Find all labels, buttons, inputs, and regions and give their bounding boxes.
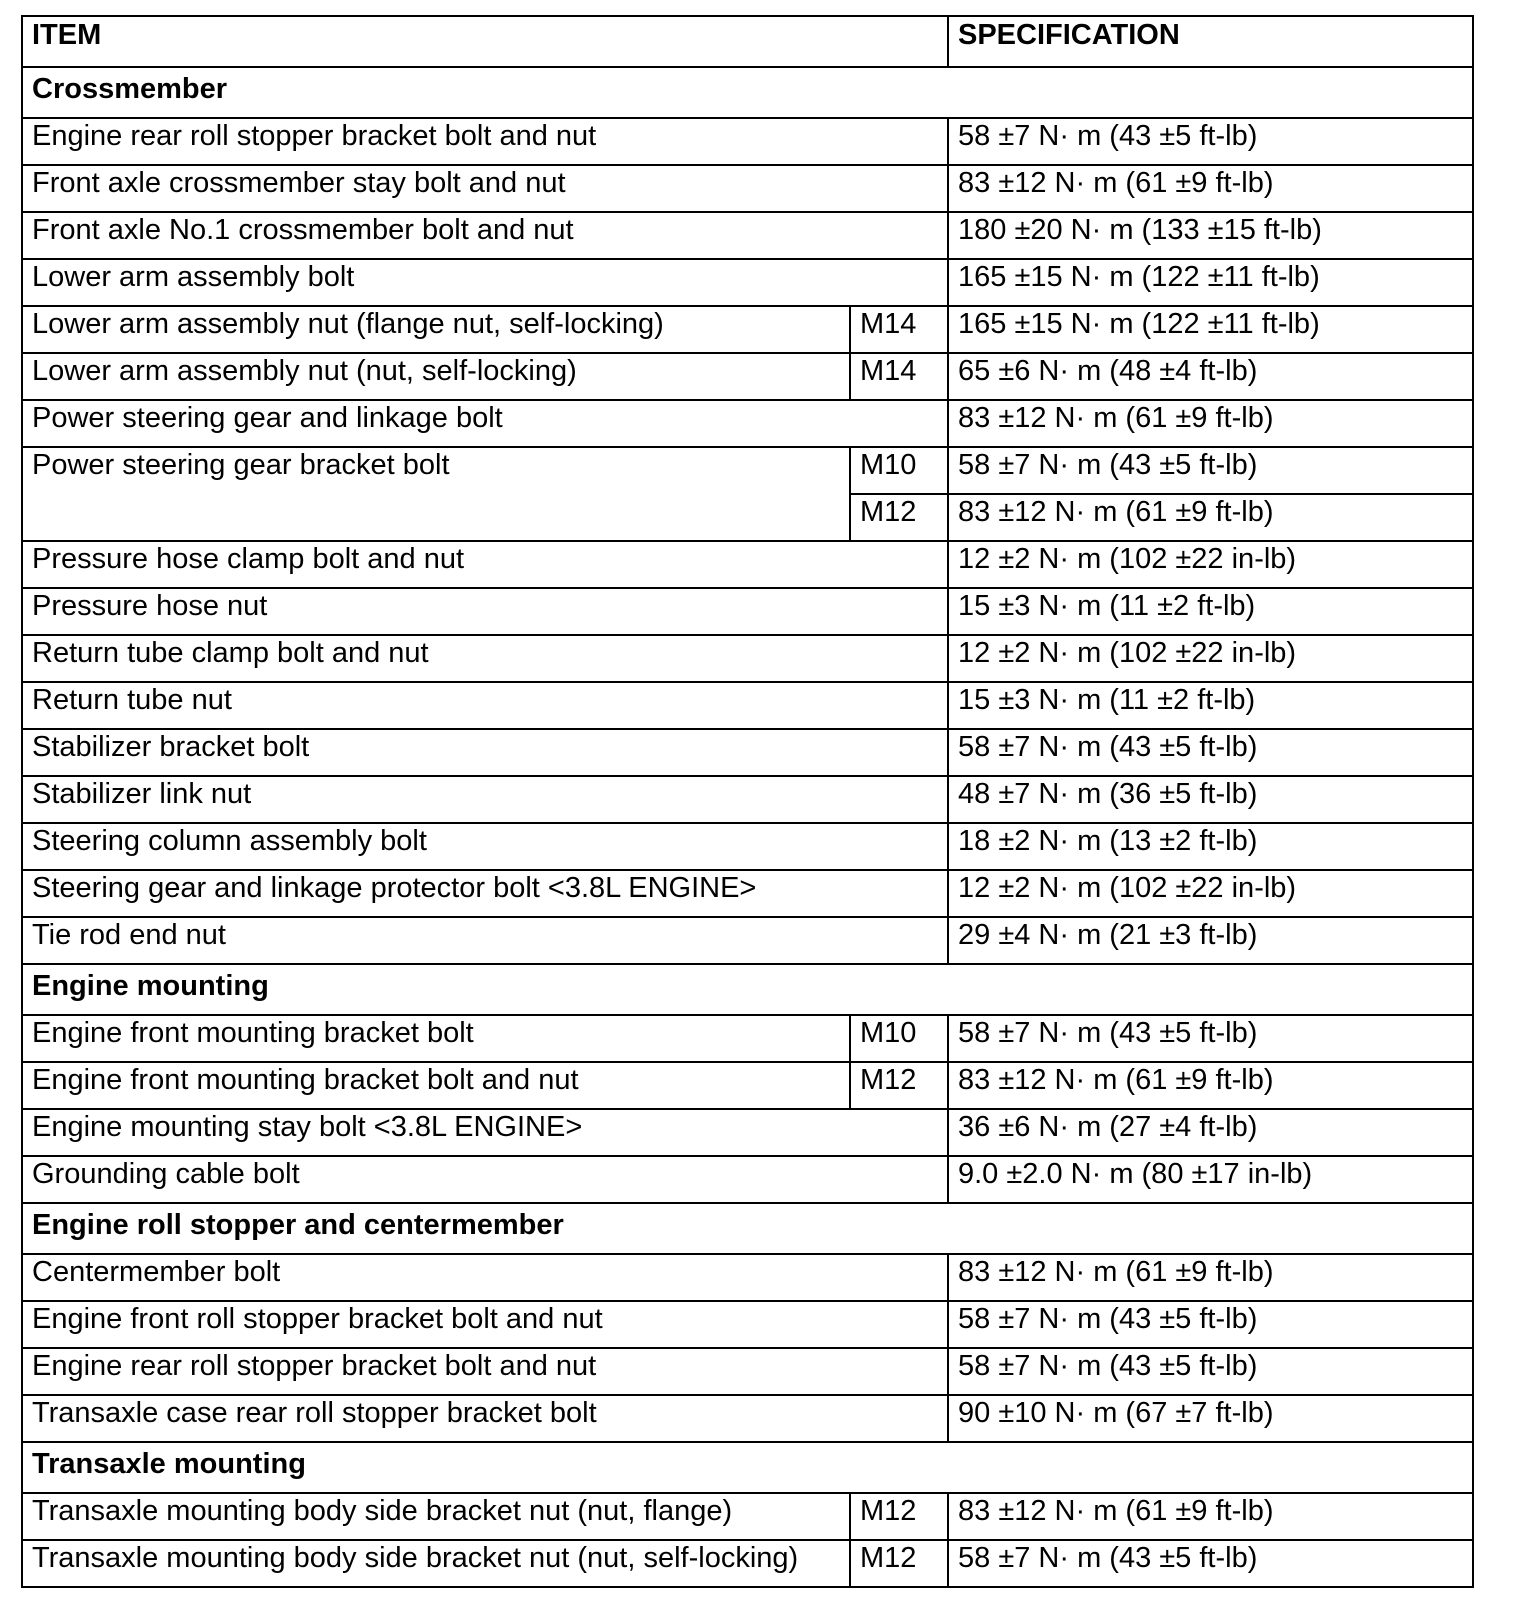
header-item: ITEM	[22, 16, 948, 67]
section-label: Engine mounting	[22, 964, 1473, 1015]
spec-cell: 83 ±12 N· m (61 ±9 ft-lb)	[948, 494, 1473, 541]
item-cell: Steering gear and linkage protector bolt <3.8L ENGINE>	[22, 870, 948, 917]
item-cell: Stabilizer bracket bolt	[22, 729, 948, 776]
table-row	[22, 1395, 1473, 1442]
spec-cell: 12 ±2 N· m (102 ±22 in-lb)	[948, 541, 1473, 588]
spec-cell: 83 ±12 N· m (61 ±9 ft-lb)	[948, 1062, 1473, 1109]
spec-cell: 58 ±7 N· m (43 ±5 ft-lb)	[948, 729, 1473, 776]
table-row	[22, 729, 1473, 776]
item-cell: Lower arm assembly nut (nut, self-locking)	[22, 353, 850, 400]
table-row	[22, 541, 1473, 588]
size-cell: M14	[850, 353, 948, 400]
item-cell: Lower arm assembly nut (flange nut, self-locking)	[22, 306, 850, 353]
spec-cell: 15 ±3 N· m (11 ±2 ft-lb)	[948, 588, 1473, 635]
section-label: Transaxle mounting	[22, 1442, 1473, 1493]
item-cell: Engine mounting stay bolt <3.8L ENGINE>	[22, 1109, 948, 1156]
spec-cell: 165 ±15 N· m (122 ±11 ft-lb)	[948, 306, 1473, 353]
item-cell: Return tube nut	[22, 682, 948, 729]
table-row	[22, 1015, 1473, 1062]
item-cell: Engine rear roll stopper bracket bolt and nut	[22, 118, 948, 165]
item-cell: Tie rod end nut	[22, 917, 948, 964]
item-cell: Engine front roll stopper bracket bolt and nut	[22, 1301, 948, 1348]
item-cell: Transaxle case rear roll stopper bracket bolt	[22, 1395, 948, 1442]
item-cell: Lower arm assembly bolt	[22, 259, 948, 306]
item-cell: Transaxle mounting body side bracket nut (nut, flange)	[22, 1493, 850, 1540]
spec-cell: 15 ±3 N· m (11 ±2 ft-lb)	[948, 682, 1473, 729]
item-cell: Grounding cable bolt	[22, 1156, 948, 1203]
spec-cell: 12 ±2 N· m (102 ±22 in-lb)	[948, 870, 1473, 917]
item-cell: Power steering gear and linkage bolt	[22, 400, 948, 447]
table-row	[22, 118, 1473, 165]
item-cell: Front axle No.1 crossmember bolt and nut	[22, 212, 948, 259]
table-row	[22, 682, 1473, 729]
table-row	[22, 1301, 1473, 1348]
table-row	[22, 400, 1473, 447]
size-cell: M12	[850, 1493, 948, 1540]
item-cell: Stabilizer link nut	[22, 776, 948, 823]
item-cell: Engine front mounting bracket bolt	[22, 1015, 850, 1062]
spec-cell: 29 ±4 N· m (21 ±3 ft-lb)	[948, 917, 1473, 964]
size-cell: M10	[850, 1015, 948, 1062]
section-header-row	[22, 1442, 1473, 1493]
spec-cell: 83 ±12 N· m (61 ±9 ft-lb)	[948, 400, 1473, 447]
item-cell: Power steering gear bracket bolt	[22, 447, 850, 541]
spec-cell: 58 ±7 N· m (43 ±5 ft-lb)	[948, 1015, 1473, 1062]
table-row	[22, 447, 1473, 494]
size-cell: M12	[850, 1540, 948, 1587]
table-row	[22, 635, 1473, 682]
item-cell: Engine front mounting bracket bolt and nut	[22, 1062, 850, 1109]
spec-cell: 165 ±15 N· m (122 ±11 ft-lb)	[948, 259, 1473, 306]
table-header-row	[22, 16, 1473, 67]
table-row	[22, 212, 1473, 259]
spec-cell: 83 ±12 N· m (61 ±9 ft-lb)	[948, 1493, 1473, 1540]
table-row	[22, 1109, 1473, 1156]
table-row	[22, 306, 1473, 353]
table-row	[22, 1254, 1473, 1301]
item-cell: Front axle crossmember stay bolt and nut	[22, 165, 948, 212]
table-row	[22, 353, 1473, 400]
size-cell: M12	[850, 1062, 948, 1109]
table-row	[22, 1348, 1473, 1395]
item-cell: Engine rear roll stopper bracket bolt and nut	[22, 1348, 948, 1395]
spec-cell: 12 ±2 N· m (102 ±22 in-lb)	[948, 635, 1473, 682]
spec-cell: 58 ±7 N· m (43 ±5 ft-lb)	[948, 1348, 1473, 1395]
spec-cell: 65 ±6 N· m (48 ±4 ft-lb)	[948, 353, 1473, 400]
table-row	[22, 259, 1473, 306]
section-header-row	[22, 964, 1473, 1015]
spec-cell: 83 ±12 N· m (61 ±9 ft-lb)	[948, 1254, 1473, 1301]
table-row	[22, 1493, 1473, 1540]
table-row	[22, 165, 1473, 212]
table-row	[22, 776, 1473, 823]
spec-table-body	[22, 16, 1473, 1587]
item-cell: Transaxle mounting body side bracket nut (nut, self-locking)	[22, 1540, 850, 1587]
spec-cell: 48 ±7 N· m (36 ±5 ft-lb)	[948, 776, 1473, 823]
section-header-row	[22, 1203, 1473, 1254]
spec-cell: 90 ±10 N· m (67 ±7 ft-lb)	[948, 1395, 1473, 1442]
torque-spec-table	[21, 15, 1474, 1588]
spec-cell: 58 ±7 N· m (43 ±5 ft-lb)	[948, 1540, 1473, 1587]
item-cell: Pressure hose clamp bolt and nut	[22, 541, 948, 588]
spec-cell: 36 ±6 N· m (27 ±4 ft-lb)	[948, 1109, 1473, 1156]
spec-cell: 58 ±7 N· m (43 ±5 ft-lb)	[948, 1301, 1473, 1348]
header-specification: SPECIFICATION	[948, 16, 1473, 67]
table-row	[22, 870, 1473, 917]
item-cell: Steering column assembly bolt	[22, 823, 948, 870]
spec-cell: 9.0 ±2.0 N· m (80 ±17 in-lb)	[948, 1156, 1473, 1203]
spec-cell: 180 ±20 N· m (133 ±15 ft-lb)	[948, 212, 1473, 259]
section-label: Crossmember	[22, 67, 1473, 118]
spec-cell: 58 ±7 N· m (43 ±5 ft-lb)	[948, 118, 1473, 165]
spec-cell: 18 ±2 N· m (13 ±2 ft-lb)	[948, 823, 1473, 870]
size-cell: M10	[850, 447, 948, 494]
item-cell: Return tube clamp bolt and nut	[22, 635, 948, 682]
table-row	[22, 917, 1473, 964]
item-cell: Centermember bolt	[22, 1254, 948, 1301]
section-header-row	[22, 67, 1473, 118]
item-cell: Pressure hose nut	[22, 588, 948, 635]
size-cell: M12	[850, 494, 948, 541]
section-label: Engine roll stopper and centermember	[22, 1203, 1473, 1254]
table-row	[22, 823, 1473, 870]
table-row	[22, 1062, 1473, 1109]
table-row	[22, 1540, 1473, 1587]
table-row	[22, 588, 1473, 635]
spec-cell: 83 ±12 N· m (61 ±9 ft-lb)	[948, 165, 1473, 212]
size-cell: M14	[850, 306, 948, 353]
spec-cell: 58 ±7 N· m (43 ±5 ft-lb)	[948, 447, 1473, 494]
table-row	[22, 1156, 1473, 1203]
